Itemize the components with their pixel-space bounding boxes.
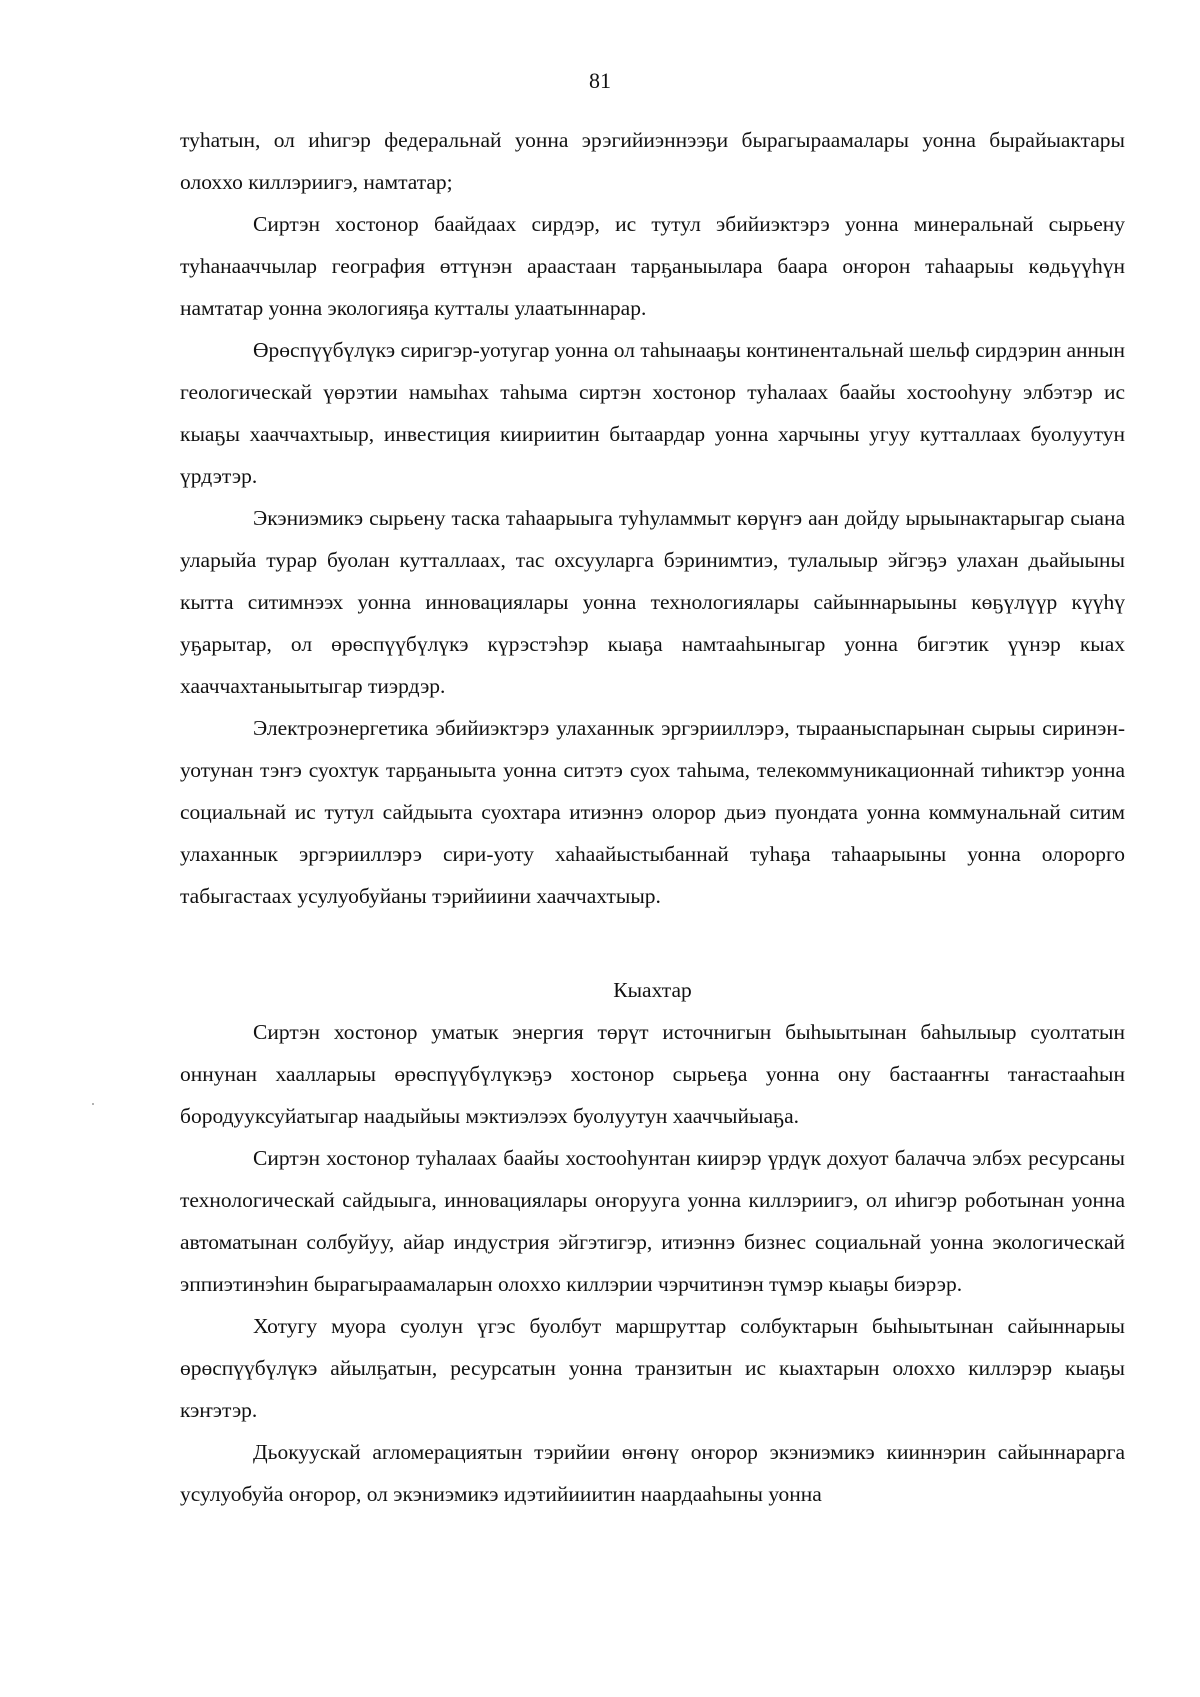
margin-mark bbox=[92, 1103, 94, 1105]
paragraph: Экэниэмикэ сырьену таска таһаарыыга туһуламмыт көрүҥэ аан дойду ырыынактарыгар сыана уларыйа турар буолан кутталлаах, тас охсууларга бэринимтиэ, тулалыыр эйгэҕэ улахан дьайыыны кытта ситимнээх уонна инновациялары уонна технологиялары сайыннарыыны көҕүлүүр күүһү уҕарытар, ол өрөспүүбүлүкэ күрэстэһэр кыаҕа намтааһыныгар уонна бигэтик үүнэр кыах хааччахтаныытыгар тиэрдэр. bbox=[180, 506, 1125, 698]
paragraph: Электроэнергетика эбийиэктэрэ улаханнык эргэрииллэрэ, тырааныспарынан сырыы сиринэн-уотунан тэҥэ суохтук тарҕаныыта уонна ситэтэ суох таһыма, телекоммуникационнай тиһиктэр уонна социальнай ис тутул сайдыыта суохтара итиэннэ олорор дьиэ пуондата уонна коммунальнай ситим улаханнык эргэрииллэрэ сири-уоту хаһаайыстыбаннай туһаҕа таһаарыыны уонна олорорго табыгастаах усулуобуйаны тэрийиини хааччахтыыр. bbox=[180, 716, 1125, 908]
paragraph: Хотугу муора суолун үгэс буолбут маршруттар солбуктарын быһыытынан сайыннарыы өрөспүүбүлүкэ айылҕатын, ресурсатын уонна транзитын ис кыахтарын олоххо киллэрэр кыаҕы кэҥэтэр. bbox=[180, 1314, 1125, 1422]
paragraph: Дьокуускай агломерациятын тэрийии өҥөнү оҥорор экэниэмикэ кииннэрин сайыннарарга усулуобуйа оҥорор, ол экэниэмикэ идэтийииитин наардааһыны уонна bbox=[180, 1440, 1125, 1506]
page-body bbox=[180, 119, 1125, 1515]
paragraph: Сиртэн хостонор туһалаах баайы хостооһунтан киирэр үрдүк дохуот балачча элбэх ресурсаны технологическай сайдыыга, инновациялары оҥорууга уонна киллэриигэ, ол иһигэр роботынан уонна автоматынан солбуйуу, айар индустрия эйгэтигэр, итиэннэ бизнес социальнай уонна экологическай эппиэтинэһин бырагыраамаларын олоххо киллэрии чэрчитинэн түмэр кыаҕы биэрэр. bbox=[180, 1146, 1125, 1296]
paragraph: Сиртэн хостонор баайдаах сирдэр, ис тутул эбийиэктэрэ уонна минеральнай сырьену туһанааччылар география өттүнэн араастаан тарҕаныылара баара оҥорон таһаарыы көдьүүһүн намтатар уонна экологияҕа кутталы улаатыннарар. bbox=[180, 212, 1125, 320]
section-heading: Кыахтар bbox=[613, 978, 692, 1002]
page-number: 81 bbox=[589, 68, 611, 93]
paragraph: Сиртэн хостонор уматык энергия төрүт источнигын быһыытынан баһылыыр суолтатын оннунан хаалларыы өрөспүүбүлүкэҕэ хостонор сырьеҕа уонна ону бастааҥҥы таҥастааһын бородууксуйатыгар наадыйыы мэктиэлээх буолуутун хааччыйыаҕа. bbox=[180, 1020, 1125, 1128]
paragraph: Өрөспүүбүлүкэ сиригэр-уотугар уонна ол таһынааҕы континентальнай шельф сирдэрин аннын геологическай үөрэтии намыһах таһыма сиртэн хостонор туһалаах баайы хостооһуну элбэтэр ис кыаҕы хааччахтыыр, инвестиция киириитин бытаардар уонна харчыны угуу кутталлаах буолуутун үрдэтэр. bbox=[180, 338, 1125, 488]
paragraph-continuation: туһатын, ол иһигэр федеральнай уонна эрэгийиэннээҕи бырагыраамалары уонна бырайыактары олоххо киллэриигэ, намтатар; bbox=[180, 128, 1125, 194]
